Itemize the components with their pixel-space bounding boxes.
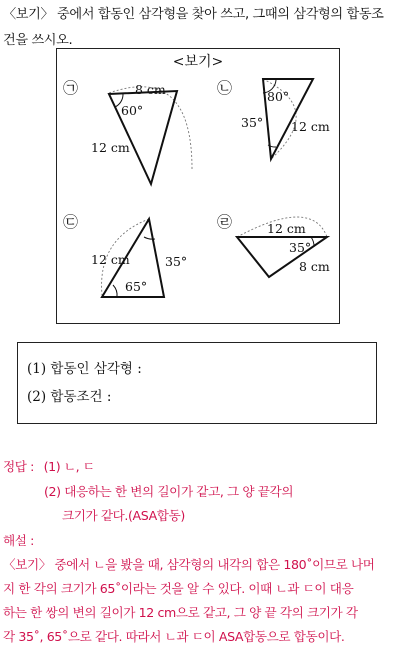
question-text	[3, 2, 399, 54]
answer-line-2: (2) 합동조건 :	[27, 389, 112, 405]
figure-d-marker: ㉣	[217, 213, 233, 231]
figure-d-angle-arc	[311, 237, 314, 247]
figure-a-arc	[109, 87, 192, 169]
figure-c-side-label: 12 cm	[91, 252, 130, 267]
answer-2a: (2) 대응하는 한 변의 길이가 같고, 그 양 끝각의	[44, 484, 294, 499]
figure-c-angle-arc-2	[113, 285, 117, 297]
figure-c-angle-label-2: 65°	[125, 279, 148, 294]
answer-2b: 크기가 같다.(ASA합동)	[62, 508, 185, 523]
figure-a-side-label-2: 12 cm	[91, 140, 130, 155]
figure-b-marker: ㉡	[217, 79, 233, 97]
figure-a-marker: ㉠	[63, 79, 79, 97]
figure-b-angle-label-2: 35°	[241, 115, 264, 130]
explain-line-3: 하는 한 쌍의 변의 길이가 12 cm으로 같고, 그 양 끝 각의 크기가 각	[3, 605, 358, 620]
answer-box	[17, 342, 377, 424]
figure-a-side-label: 8 cm	[135, 82, 166, 97]
explain-line-2: 지 한 각의 크기가 65˚이라는 것을 알 수 있다. 이때 ㄴ과 ㄷ이 대응	[3, 581, 354, 596]
figure-c-marker: ㉢	[63, 213, 79, 231]
figure-b-angle-label-1: 80°	[267, 89, 290, 104]
example-box-title: <보기>	[172, 54, 224, 70]
figure-c-angle-label-1: 35°	[165, 254, 188, 269]
figure-d-side-label: 12 cm	[267, 221, 306, 236]
answer-line-1: (1) 합동인 삼각형 :	[27, 361, 142, 377]
answer-1: (1) ㄴ, ㄷ	[43, 459, 95, 474]
figure-a-angle-label: 60°	[121, 103, 144, 118]
explain-label: 해설 :	[3, 533, 34, 548]
explain-line-4: 각 35˚, 65˚으로 같다. 따라서 ㄴ과 ㄷ이 ASA합동으로 합동이다.	[3, 629, 345, 644]
figure-d	[217, 213, 330, 277]
figure-a	[63, 79, 192, 184]
triangle-figures	[57, 49, 341, 325]
figure-b	[217, 79, 330, 159]
figure-c	[63, 213, 187, 297]
explain-line-1: 〈보기〉 중에서 ㄴ을 봤을 때, 삼각형의 내각의 합은 180˚이므로 나머	[3, 557, 375, 572]
figure-d-angle-label: 35°	[289, 240, 312, 255]
example-box	[56, 48, 340, 324]
question-line-2: 건을 쓰시오.	[3, 33, 73, 48]
figure-b-side-label: 12 cm	[291, 119, 330, 134]
answer-label: 정답 :	[3, 459, 34, 474]
question-line-1: 〈보기〉 중에서 합동인 삼각형을 찾아 쓰고, 그때의 삼각형의 합동조	[3, 7, 384, 22]
figure-d-side-label-2: 8 cm	[299, 259, 330, 274]
